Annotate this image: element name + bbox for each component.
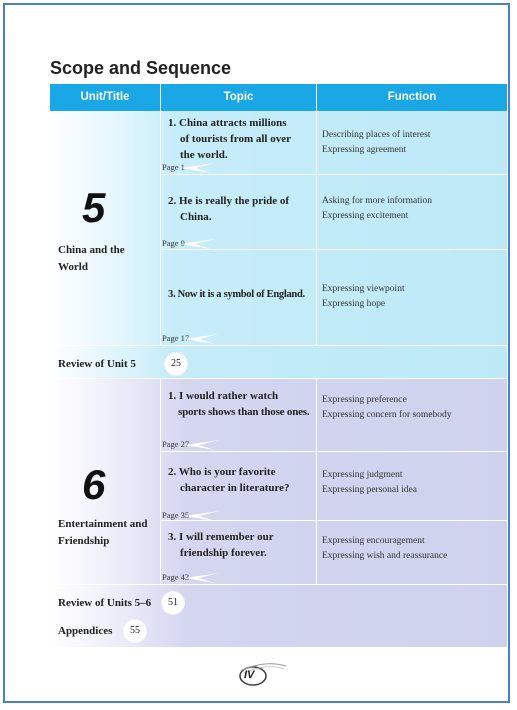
header-unit: Unit/Title bbox=[80, 91, 130, 103]
unit6-review-page: 51 bbox=[162, 592, 184, 614]
appendices-page: 55 bbox=[124, 620, 146, 642]
unit5-review-label[interactable]: Review of Unit 5 bbox=[58, 358, 136, 370]
page-burst-icon bbox=[185, 334, 219, 344]
unit5-lesson3-page: Page 17 bbox=[162, 333, 219, 344]
unit6-number: 6 bbox=[82, 461, 106, 508]
unit6-title: Entertainment and Friendship bbox=[58, 518, 148, 547]
page-burst-icon bbox=[181, 239, 215, 249]
page-burst-icon bbox=[185, 440, 219, 450]
unit6-lesson2-function: Expressing judgment Expressing personal idea bbox=[322, 470, 417, 495]
unit5-lesson1-page: Page 1 bbox=[162, 162, 215, 173]
unit5-title: China and the World bbox=[58, 244, 125, 273]
unit5-lesson2-page: Page 9 bbox=[162, 238, 215, 249]
unit6-review-label[interactable]: Review of Units 5–6 bbox=[58, 597, 152, 609]
page-number: IV bbox=[244, 669, 255, 681]
unit5-review-page: 25 bbox=[165, 353, 187, 375]
unit6-lesson1-page: Page 27 bbox=[162, 439, 219, 450]
header-topic: Topic bbox=[223, 91, 254, 103]
header-function: Function bbox=[387, 91, 437, 103]
unit5-lesson3-function: Expressing viewpoint Expressing hope bbox=[322, 284, 405, 309]
unit5-lesson2-topic[interactable]: 2. He is really the pride of China. bbox=[168, 195, 290, 223]
unit6-lesson3-page: Page 43 bbox=[162, 572, 219, 583]
unit5-lesson1-topic[interactable]: 1. China attracts millions of tourists from all over the world. bbox=[168, 117, 291, 161]
unit5-lesson1-function: Describing places of interest Expressing agreement bbox=[322, 130, 431, 155]
unit6-lesson3-topic[interactable]: 3. I will remember our friendship forever. bbox=[168, 531, 274, 559]
page-burst-icon bbox=[185, 573, 219, 583]
unit5-lesson2-function: Asking for more information Expressing excitement bbox=[322, 196, 433, 221]
unit5-number: 5 bbox=[82, 184, 106, 231]
unit6-lesson2-page: Page 35 bbox=[162, 510, 219, 521]
unit5-lesson3-topic[interactable]: 3. Now it is a symbol of England. bbox=[168, 289, 305, 300]
table-header bbox=[50, 84, 507, 111]
page-burst-icon bbox=[181, 163, 215, 173]
unit6-lesson2-topic[interactable]: 2. Who is your favorite character in literature? bbox=[168, 466, 290, 494]
unit6-lesson3-function: Expressing encouragement Expressing wish and reassurance bbox=[322, 536, 448, 561]
unit6-lesson1-function: Expressing preference Expressing concern for somebody bbox=[322, 395, 452, 420]
unit6-lesson1-topic[interactable]: 1. I would rather watch sports shows than those ones. bbox=[168, 390, 310, 418]
page-burst-icon bbox=[185, 511, 219, 521]
appendices-label[interactable]: Appendices bbox=[58, 625, 113, 637]
page-number-logo bbox=[238, 662, 288, 695]
page-title: Scope and Sequence bbox=[50, 58, 232, 78]
